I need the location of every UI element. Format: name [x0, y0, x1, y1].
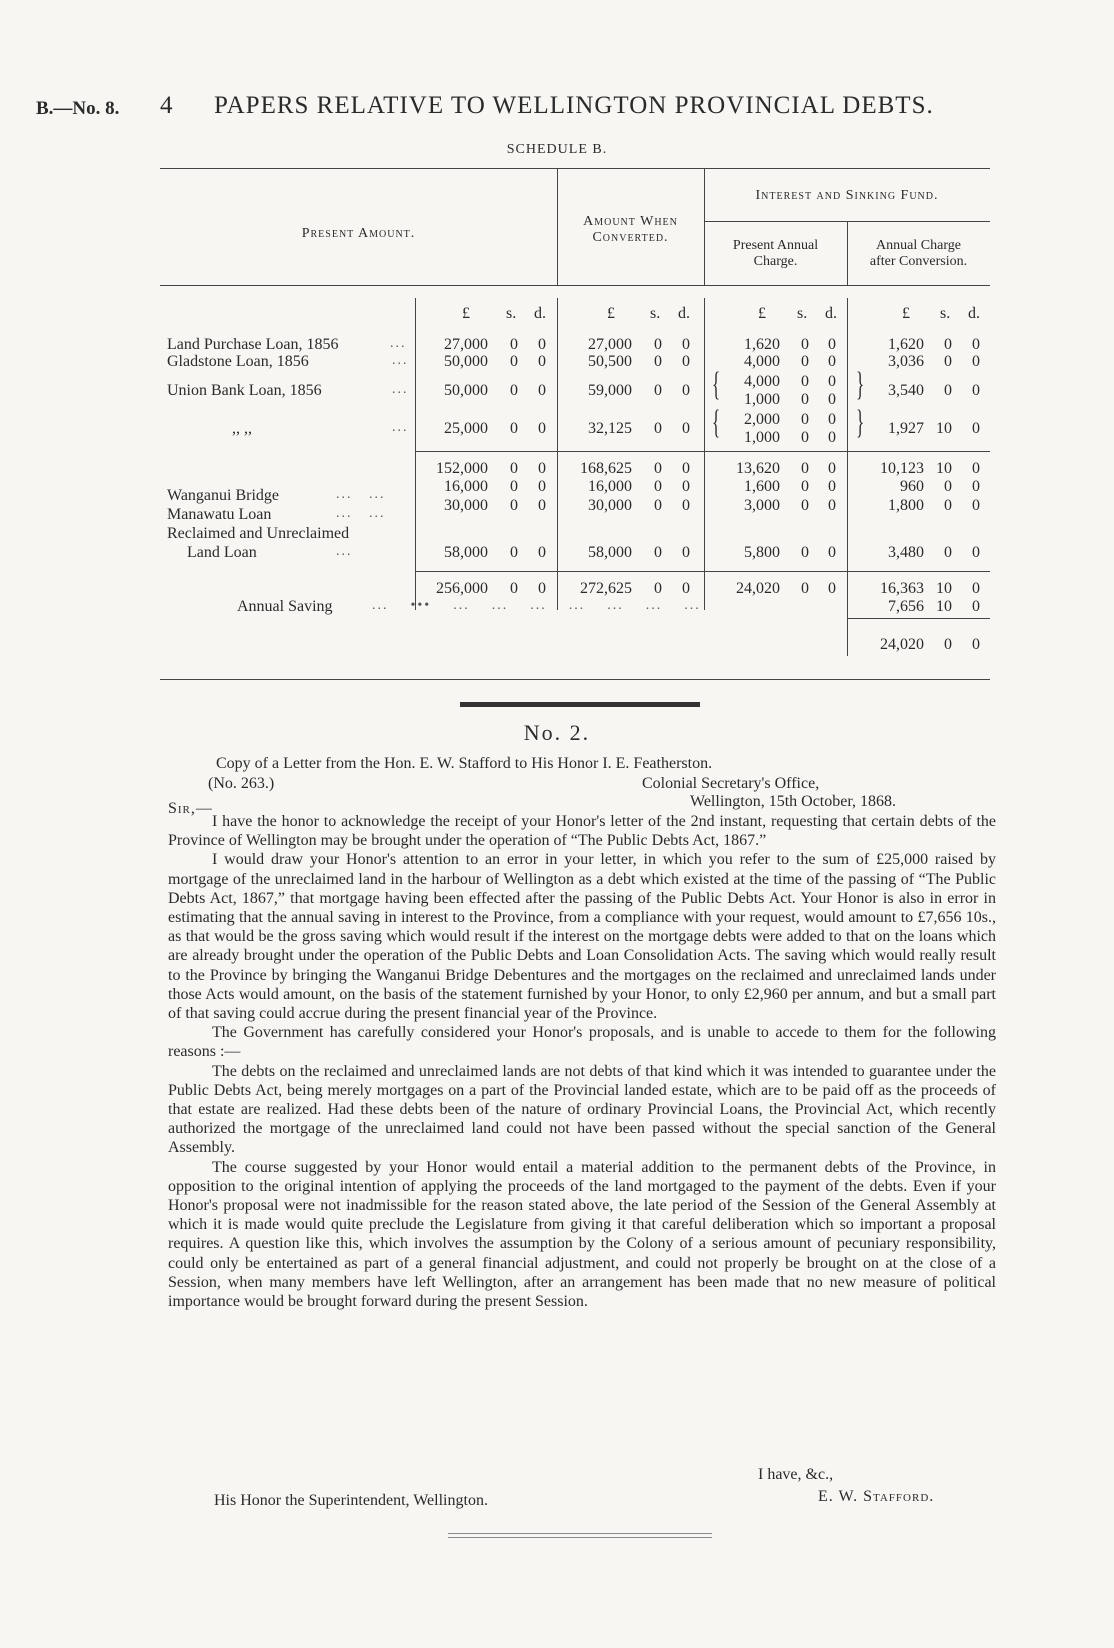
row1-annual-shillings: 0 [801, 336, 809, 353]
table-top-rule [160, 168, 990, 169]
row4b-annual-shillings: 0 [801, 429, 809, 446]
letter-ref-no: (No. 263.) [208, 775, 275, 792]
grand-total-rule [847, 618, 990, 619]
row2-3-annual-pence: 0 [828, 544, 836, 561]
grand-total-after-shillings: 0 [944, 636, 952, 653]
grand-total-after-pounds: 24,020 [880, 636, 924, 653]
row2-2-after-pounds: 1,800 [888, 497, 924, 514]
row2-1-converted-pounds: 16,000 [588, 478, 632, 495]
row2-3-converted-pounds: 58,000 [588, 544, 632, 561]
col-head-present-amount: Present Amount. [301, 226, 416, 241]
paragraph-1: I have the honor to acknowledge the receipt of your Honor's letter of the 2nd instant, requesting that certain debts of the Province of Wellington may be brought under the operation of “The Public Debts Act, 1867.” [168, 813, 996, 850]
row2-3-annual-pounds: 5,800 [744, 544, 780, 561]
end-rule-1 [448, 1533, 712, 1534]
row-label-land-loan: Land Loan [187, 544, 257, 561]
row2-3-present-pounds: 58,000 [444, 544, 488, 561]
letter-signature: E. W. Stafford. [818, 1488, 935, 1505]
row2-1-present-pounds: 16,000 [444, 478, 488, 495]
row1-annual-pence: 0 [828, 336, 836, 353]
table-head-rule [160, 285, 990, 286]
total-present-pence: 0 [538, 580, 546, 597]
subtotal-annual-pounds: 13,620 [736, 460, 780, 477]
row3-after-pence: 0 [972, 382, 980, 399]
row2-3-annual-shillings: 0 [801, 544, 809, 561]
row2-1-annual-pounds: 1,600 [744, 478, 780, 495]
row2-present-shillings: 0 [510, 353, 518, 370]
row4-present-pence: 0 [538, 420, 546, 437]
row2-1-after-shillings: 0 [944, 478, 952, 495]
section-divider [460, 702, 700, 707]
row1-present-pence: 0 [538, 336, 546, 353]
row2-after-pounds: 3,036 [888, 353, 924, 370]
row-label-ditto: ,, ,, [232, 420, 252, 437]
row2-2-converted-pounds: 30,000 [588, 497, 632, 514]
total-present-shillings: 0 [510, 580, 518, 597]
letter-office: Colonial Secretary's Office, [642, 775, 820, 792]
row2-2-present-pounds: 30,000 [444, 497, 488, 514]
row1-converted-shillings: 0 [654, 336, 662, 353]
row4-converted-shillings: 0 [654, 420, 662, 437]
page-header [36, 92, 1096, 132]
row2-present-pence: 0 [538, 353, 546, 370]
col-head-interest-sinking-fund: Interest and Sinking Fund. [755, 188, 939, 203]
row2-converted-pence: 0 [682, 353, 690, 370]
document-reference: B.—No. 8. [36, 98, 120, 119]
row2-annual-shillings: 0 [801, 353, 809, 370]
subtotal-after-pounds: 10,123 [880, 460, 924, 477]
annual-saving-label: Annual Saving [237, 598, 333, 615]
row-label-land-purchase: Land Purchase Loan, 1856 [167, 336, 339, 353]
letter-closing: I have, &c., [758, 1466, 834, 1483]
row2-annual-pounds: 4,000 [744, 353, 780, 370]
row2-1-after-pence: 0 [972, 478, 980, 495]
row2-1-present-shillings: 0 [510, 478, 518, 495]
row3-present-pounds: 50,000 [444, 382, 488, 399]
row1-after-pounds: 1,620 [888, 336, 924, 353]
row4-converted-pounds: 32,125 [588, 420, 632, 437]
paragraph-5: The course suggested by your Honor would entail a material addition to the permanent debts of the Province, in opposition to the original intention of applying the proceeds of the land mortgaged to the payment of the debts. Even if your Honor's proposal were not inadmissible for the reason stated above, the late period of the Session of the General Assembly at which it is made would quite preclude the Legislature from giving it that careful deliberation which so important a proposal requires. A question like this, which involves the assumption by the Colony of a serious amount of pecuniary responsibility, could only be entertained as part of a general financial adjustment, and could not properly be brought on at the close of a Session, when many members have left Wellington, after an arrangement has been made that no new measure of political importance would be brought forward during the present Session. [168, 1158, 996, 1311]
total-after-pounds: 16,363 [880, 580, 924, 597]
letter-salutation: Sir,— [168, 800, 213, 817]
row1-converted-pence: 0 [682, 336, 690, 353]
row4-after-shillings: 10 [936, 420, 952, 437]
total-annual-pence: 0 [828, 580, 836, 597]
row2-1-converted-pence: 0 [682, 478, 690, 495]
row2-1-converted-shillings: 0 [654, 478, 662, 495]
table-bottom-rule [160, 679, 990, 680]
row1-annual-pounds: 1,620 [744, 336, 780, 353]
subtotal-converted-pence: 0 [682, 460, 690, 477]
total-after-pence: 0 [972, 580, 980, 597]
row2-2-present-pence: 0 [538, 497, 546, 514]
row4-present-shillings: 0 [510, 420, 518, 437]
row1-present-shillings: 0 [510, 336, 518, 353]
row2-3-after-pounds: 3,480 [888, 544, 924, 561]
letter-date: Wellington, 15th October, 1868. [690, 793, 897, 810]
row1-converted-pounds: 27,000 [588, 336, 632, 353]
row2-1-after-pounds: 960 [900, 478, 924, 495]
row2-converted-shillings: 0 [654, 353, 662, 370]
row2-2-annual-pence: 0 [828, 497, 836, 514]
row3-converted-pounds: 59,000 [588, 382, 632, 399]
subtotal-present-pence: 0 [538, 460, 546, 477]
paragraph-2: I would draw your Honor's attention to an error in your letter, in which you refer to the sum of £25,000 raised by mortgage of the unreclaimed land in the harbour of Wellington as a debt which existed at the time of the passing of “The Public Debts Act, 1867,” that mortgage having been effected after the passing of the Public Debts Act. Your Honor is also in error in estimating that the annual saving in interest to the Province, from a compliance with your request, would amount to £7,656 10s., as that would be the gross saving which would result if the interest on the mortgage debts were added to that on the loans which are already brought under the operation of the Public Debts and Loan Consolidation Acts. The saving which would really result to the Province by bringing the Wanganui Bridge Debentures and the mortgages on the reclaimed and unreclaimed lands under those Acts would amount, on the basis of the statement furnished by your Honor, to only £2,960 per annum, and but a small part of that saving could accrue during the present financial year of the Province. [168, 851, 996, 1023]
row2-3-after-shillings: 0 [944, 544, 952, 561]
grand-total-after-pence: 0 [972, 636, 980, 653]
subtotal-annual-shillings: 0 [801, 460, 809, 477]
row3-present-pence: 0 [538, 382, 546, 399]
paragraph-4: The debts on the reclaimed and unreclaimed lands are not debts of that kind which it was intended to guarantee under the Public Debts Act, being merely mortgages on a part of the Provincial landed estate, which are to be paid off as the proceeds of that estate are realized. Had these debts been of the nature of ordinary Provincial Loans, the Provincial Act, which recently authorized the mortgage of the unreclaimed land could not have been passed without the special sanction of the General Assembly. [168, 1062, 996, 1157]
subtotal-annual-pence: 0 [828, 460, 836, 477]
page-title: PAPERS RELATIVE TO WELLINGTON PROVINCIAL DEBTS. [214, 92, 934, 119]
row4a-annual-pounds: 2,000 [744, 411, 780, 428]
row3a-annual-shillings: 0 [801, 373, 809, 390]
row-label-union-bank: Union Bank Loan, 1856 [167, 382, 322, 399]
subtotal-converted-shillings: 0 [654, 460, 662, 477]
row4a-annual-pence: 0 [828, 411, 836, 428]
total-converted-shillings: 0 [654, 580, 662, 597]
row3b-annual-pounds: 1,000 [744, 391, 780, 408]
row2-2-present-shillings: 0 [510, 497, 518, 514]
total-converted-pounds: 272,625 [580, 580, 632, 597]
row2-converted-pounds: 50,500 [588, 353, 632, 370]
row3a-annual-pence: 0 [828, 373, 836, 390]
subtotal-present-shillings: 0 [510, 460, 518, 477]
row1-present-pounds: 27,000 [444, 336, 488, 353]
row-label-wanganui-bridge: Wanganui Bridge [167, 487, 280, 504]
row2-after-pence: 0 [972, 353, 980, 370]
letter-addressee: His Honor the Superintendent, Wellington. [214, 1492, 488, 1509]
row2-3-present-shillings: 0 [510, 544, 518, 561]
annual-saving-after-pounds: 7,656 [888, 598, 924, 615]
row3-converted-pence: 0 [682, 382, 690, 399]
annual-saving-after-pence: 0 [972, 598, 980, 615]
subtotal-rule [415, 451, 990, 452]
paragraph-3: The Government has carefully considered your Honor's proposals, and is unable to accede to them for the following reasons :— [168, 1024, 996, 1061]
subtotal-after-pence: 0 [972, 460, 980, 477]
row2-3-converted-shillings: 0 [654, 544, 662, 561]
row3a-annual-pounds: 4,000 [744, 373, 780, 390]
row2-3-after-pence: 0 [972, 544, 980, 561]
row4-after-pounds: 1,927 [888, 420, 924, 437]
total-present-pounds: 256,000 [436, 580, 488, 597]
subtotal-present-pounds: 152,000 [436, 460, 488, 477]
row2-3-converted-pence: 0 [682, 544, 690, 561]
subtotal-converted-pounds: 168,625 [580, 460, 632, 477]
row2-2-converted-shillings: 0 [654, 497, 662, 514]
row3-present-shillings: 0 [510, 382, 518, 399]
letter-copy-line: Copy of a Letter from the Hon. E. W. Stafford to His Honor I. E. Featherston. [216, 755, 713, 772]
row2-1-annual-pence: 0 [828, 478, 836, 495]
total-rule [415, 571, 990, 572]
row2-after-shillings: 0 [944, 353, 952, 370]
row4a-annual-shillings: 0 [801, 411, 809, 428]
row-label-gladstone: Gladstone Loan, 1856 [167, 353, 309, 370]
subtotal-after-shillings: 10 [936, 460, 952, 477]
row3-after-pounds: 3,540 [888, 382, 924, 399]
row2-1-annual-shillings: 0 [801, 478, 809, 495]
row4-converted-pence: 0 [682, 420, 690, 437]
row4b-annual-pence: 0 [828, 429, 836, 446]
col-head-amount-when-converted: Amount When Converted. [583, 214, 678, 245]
total-converted-pence: 0 [682, 580, 690, 597]
page-number: 4 [160, 92, 173, 119]
row3b-annual-shillings: 0 [801, 391, 809, 408]
total-annual-shillings: 0 [801, 580, 809, 597]
col-head-present-annual-charge: Present Annual Charge. [732, 238, 819, 269]
annual-saving-after-shillings: 10 [936, 598, 952, 615]
row2-annual-pence: 0 [828, 353, 836, 370]
col-head-annual-charge-after: Annual Charge after Conversion. [869, 238, 968, 269]
letter-body [168, 812, 996, 1311]
row2-3-present-pence: 0 [538, 544, 546, 561]
row4b-annual-pounds: 1,000 [744, 429, 780, 446]
row2-2-converted-pence: 0 [682, 497, 690, 514]
schedule-title: SCHEDULE B. [506, 142, 608, 157]
row1-after-shillings: 0 [944, 336, 952, 353]
row-label-manawatu: Manawatu Loan [167, 506, 272, 523]
total-after-shillings: 10 [936, 580, 952, 597]
row2-present-pounds: 50,000 [444, 353, 488, 370]
row4-after-pence: 0 [972, 420, 980, 437]
row2-2-annual-pounds: 3,000 [744, 497, 780, 514]
letter-number: No. 2. [523, 720, 591, 745]
row1-after-pence: 0 [972, 336, 980, 353]
row2-1-present-pence: 0 [538, 478, 546, 495]
row2-2-after-shillings: 0 [944, 497, 952, 514]
document-page: B.—No. 8. 4 PAPERS RELATIVE TO WELLINGTON PROVINCIAL DEBTS. SCHEDULE B. Present Amount. Amount When Converted. Interest and Sinking Fund. Present Annual Charge. Annual Charge after Conversion. £ s. d. £ s. d. £ s. d. £ s. d. Land Purchase Loan, 1856 ... Gladstone Loan, 1856 ... Union Bank Loan, 1856 ... ,, ,, ... Wanganui Bridge ... ... Manawatu Loan ... ... Reclaimed and Unreclaimed Land Loan ... Annual Saving ... ••• ... ... ... ... ... ... ... { } { } 27,000 0 0 27,000 0 0 1,620 0 0 1,620 0 0 50,000 0 0 50,500 0 0 3,036 0 0 4,000 0 0 50,000 0 0 59,000 0 0 3,540 0 0 4,000 0 0 1,000 0 0 25,000 0 0 32,125 0 0 1,927 10 0 2,000 0 0 1,000 0 0 152,000 0 0 168,625 0 0 13,620 0 0 10,123 10 0 16,000 0 0 16,000 0 0 1,600 0 0 960 0 0 30,000 0 0 30,000 0 0 3,000 0 0 1,800 0 0 58,000 0 0 58,000 0 0 5,800 0 0 3,480 0 0 256,000 0 0 272,625 0 0 24,020 0 0 16,363 10 0 7,656 10 0 24,020 0 0 No. 2. Copy of a Letter from the Hon. E. W. Stafford to His Honor I. E. Featherston. (No. 263.) Colonial Secretary's Office, Wellington, 15th October, 1868. Sir,— I have the honor to acknowledge the receipt of your Honor's letter of the 2nd instant, requesting that certain debts of the Province of Wellington may be brought under the operation of “The Public Debts Act, 1867.” I would draw your Honor's attention to an error in your letter, in which you refer to the sum of £25,000 raised by mortgage of the unreclaimed land in the harbour of Wellington as a debt which existed at the time of the passing of “The Public Debts Act, 1867,” that mortgage having been effected after the passing of the Public Debts Act. Your Honor is also in error in estimating that the annual saving in interest to the Province, from a compliance with your request, would amount to £7,656 10s., as that would be the gross saving which would result if the interest on the mortgage debts were added to that on the loans which are already brought under the operation of the Public Debts and Loan Consolidation Acts. The saving which would really result to the Province by bringing the Wanganui Bridge Debentures and the mortgages on the reclaimed and unreclaimed lands under those Acts would amount, on the basis of the statement furnished by your Honor, to only £2,960 per annum, and but a small part of that saving could accrue during the present financial year of the Province. The Government has carefully considered your Honor's proposals, and is unable to accede to them for the following reasons :— The debts on the reclaimed and unreclaimed lands are not debts of that kind which it was intended to guarantee under the Public Debts Act, being merely mortgages on a part of the Provincial landed estate, which are to be paid off as the proceeds of that estate are realized. Had these debts been of the nature of ordinary Provincial Loans, the Provincial Act, which recently authorized the mortgage of the unreclaimed land could not have been passed without the special sanction of the General Assembly. The course suggested by your Honor would entail a material addition to the permanent debts of the Province, in opposition to the original intention of applying the proceeds of the land mortgaged to the payment of the debts. Even if your Honor's proposal were not inadmissible for the reason stated above, the late period of the Session of the General Assembly at which it is made would quite preclude the Legislature from giving it that careful deliberation which so important a proposal requires. A question like this, which involves the assumption by the Colony of a serious amount of pecuniary responsibility, could only be entertained as part of a general financial adjustment, and could not properly be brought on at the close of a Session, when many members have left Wellington, after an arrangement has been made that no new measure of political importance would be brought forward during the present Session. I have, &c., E. W. Stafford. His Honor the Superintendent, Wellington. [0, 0, 1114, 1648]
end-rule-2 [448, 1537, 712, 1538]
row2-2-after-pence: 0 [972, 497, 980, 514]
row3-after-shillings: 0 [944, 382, 952, 399]
row-label-reclaimed: Reclaimed and Unreclaimed [167, 525, 350, 542]
row3b-annual-pence: 0 [828, 391, 836, 408]
total-annual-pounds: 24,020 [736, 580, 780, 597]
row2-2-annual-shillings: 0 [801, 497, 809, 514]
row3-converted-shillings: 0 [654, 382, 662, 399]
row4-present-pounds: 25,000 [444, 420, 488, 437]
